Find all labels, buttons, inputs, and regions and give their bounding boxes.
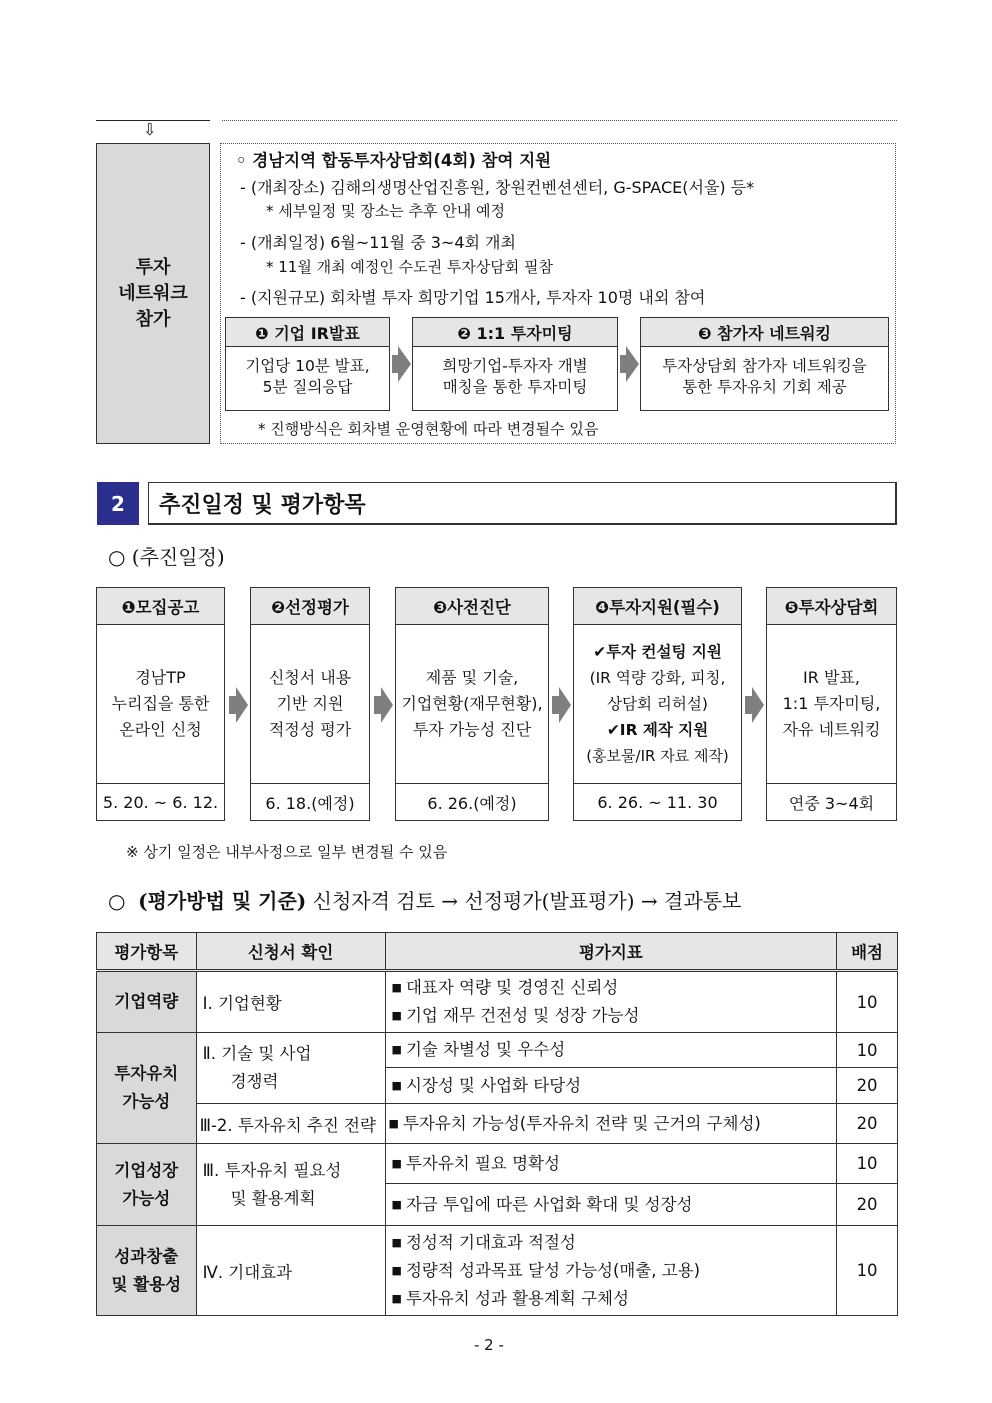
category-label-box: [96, 143, 210, 444]
indicator-cell: ■ 투자유치 가능성(투자유치 전략 및 근거의 구체성): [385, 1104, 837, 1144]
arrow-right-icon: [745, 696, 752, 714]
arrow-right-icon: [559, 687, 571, 723]
table-row: [97, 1033, 898, 1068]
label-line: 네트워크: [118, 282, 188, 304]
table-row: [97, 1226, 898, 1316]
arrow-right-icon: [236, 687, 248, 723]
table-header-row: [97, 933, 898, 971]
label-line: 참가: [135, 308, 171, 330]
step-body: 투자상담회 참가자 네트워킹을 통한 투자유치 기회 제공: [662, 357, 867, 396]
category-cell: 기업성장 가능성: [97, 1144, 197, 1226]
schedule-step-body: ✔투자 컨설팅 지원 (IR 역량 강화, 피칭, 상담회 리허설) ✔IR 제작 지원 (홍보물/IR 자료 제작): [574, 625, 741, 784]
header-cell: 평가항목: [97, 933, 197, 971]
evaluation-heading: ○ (평가방법 및 기준) 신청자격 검토 → 선정평가(발표평가) → 결과통보: [108, 889, 742, 913]
indicator-cell: ■ 기술 차별성 및 우수성: [385, 1033, 837, 1068]
table-row: [97, 1104, 898, 1144]
schedule-step-body: IR 발표, 1:1 투자미팅, 자유 네트워킹: [767, 625, 896, 784]
schedule-step-date: 5. 20. ~ 6. 12.: [102, 792, 219, 812]
content-note: * 세부일정 및 장소는 추후 안내 예정: [266, 202, 505, 220]
schedule-step-body: 제품 및 기술, 기업현황(재무현황), 투자 가능성 진단: [396, 625, 548, 784]
check-cell: Ⅲ-2. 투자유치 추진 전략: [196, 1104, 385, 1144]
indicator-cell: ■ 투자유치 필요 명확성: [385, 1144, 837, 1184]
arrow-right-icon: [374, 696, 381, 714]
dotted-divider: [222, 120, 897, 121]
table-row: [97, 971, 898, 1033]
evaluation-table: [96, 932, 898, 1316]
process-step: [412, 317, 618, 411]
process-note: * 진행방식은 회차별 운영현황에 따라 변경될수 있음: [258, 420, 599, 438]
indicator-cell: ■ 대표자 역량 및 경영진 신뢰성 ■ 기업 재무 건전성 및 성장 가능성: [385, 971, 837, 1033]
schedule-step-title: ❹투자지원(필수): [574, 588, 741, 625]
step-title: ❶ 기업 IR발표: [226, 318, 389, 347]
category-cell: 기업역량: [97, 971, 197, 1033]
step-title: ❷ 1:1 투자미팅: [413, 318, 617, 347]
schedule-step-date: 연중 3~4회: [788, 793, 875, 813]
schedule-step-title: ❷선정평가: [251, 588, 369, 625]
check-cell: Ⅱ. 기술 및 사업 경쟁력: [196, 1033, 385, 1104]
arrow-right-icon: [398, 346, 411, 382]
check-cell: Ⅳ. 기대효과: [196, 1226, 385, 1316]
content-note: * 11월 개최 예정인 수도권 투자상담회 필참: [266, 258, 554, 276]
header-cell: 신청서 확인: [196, 933, 385, 971]
schedule-step: [250, 587, 370, 821]
indicator-cell: ■ 시장성 및 사업화 타당성: [385, 1068, 837, 1104]
process-step: [640, 317, 889, 411]
step-body: 희망기업-투자자 개별 매칭을 통한 투자미팅: [442, 357, 588, 396]
schedule-step-title: ❺투자상담회: [767, 588, 896, 625]
section-title: 추진일정 및 평가항목: [148, 482, 897, 525]
arrow-right-icon: [752, 687, 764, 723]
table-row: [97, 1144, 898, 1184]
process-step: [225, 317, 390, 411]
schedule-step: [766, 587, 897, 821]
header-cell: 평가지표: [385, 933, 837, 971]
content-line: - (지원규모) 회차별 투자 희망기업 15개사, 투자자 10명 내외 참여: [240, 288, 706, 307]
schedule-step: [573, 587, 742, 821]
indicator-cell: ■ 자금 투입에 따른 사업화 확대 및 성장성: [385, 1184, 837, 1226]
step-body: 기업당 10분 발표, 5분 질의응답: [245, 357, 370, 396]
score-cell: 20: [837, 1104, 898, 1144]
score-cell: 10: [837, 971, 898, 1033]
category-cell: 투자유치 가능성: [97, 1033, 197, 1144]
page-number: - 2 -: [474, 1336, 504, 1354]
schedule-step-body: 신청서 내용 기반 지원 적정성 평가: [251, 625, 369, 784]
schedule-step-date: 6. 26.(예정): [427, 793, 517, 813]
content-line: - (개최장소) 김해의생명산업진흥원, 창원컨벤션센터, G-SPACE(서울) 등*: [240, 178, 755, 197]
indicator-cell: ■ 정성적 기대효과 적절성 ■ 정량적 성과목표 달성 가능성(매출, 고용) ■ 투자유치 성과 활용계획 구체성: [385, 1226, 837, 1316]
arrow-right-icon: [552, 696, 559, 714]
schedule-step: [395, 587, 549, 821]
schedule-step-title: ❸사전진단: [396, 588, 548, 625]
score-cell: 10: [837, 1226, 898, 1316]
score-cell: 10: [837, 1033, 898, 1068]
schedule-step-date: 6. 26. ~ 11. 30: [597, 792, 718, 812]
score-cell: 20: [837, 1068, 898, 1104]
header-cell: 배점: [837, 933, 898, 971]
arrow-right-icon: [626, 346, 639, 382]
check-cell: Ⅰ. 기업현황: [196, 971, 385, 1033]
category-cell: 성과창출 및 활용성: [97, 1226, 197, 1316]
arrow-right-icon: [381, 687, 393, 723]
schedule-heading: ○ (추진일정): [108, 545, 225, 569]
schedule-step: [96, 587, 225, 821]
schedule-step-title: ❶모집공고: [97, 588, 224, 625]
content-heading: ◦ 경남지역 합동투자상담회(4회) 참여 지원: [236, 151, 552, 170]
check-cell: Ⅲ. 투자유치 필요성 및 활용계획: [196, 1144, 385, 1226]
content-line: - (개최일정) 6월~11월 중 3~4회 개최: [240, 233, 516, 252]
label-line: 투자: [135, 256, 171, 278]
schedule-step-body: 경남TP 누리집을 통한 온라인 신청: [97, 625, 224, 784]
down-arrow-icon: ⇩: [143, 120, 157, 139]
section-number: 2: [97, 482, 139, 525]
arrow-right-icon: [229, 696, 236, 714]
step-title: ❸ 참가자 네트워킹: [641, 318, 888, 347]
score-cell: 20: [837, 1184, 898, 1226]
score-cell: 10: [837, 1144, 898, 1184]
schedule-step-date: 6. 18.(예정): [265, 793, 355, 813]
schedule-note: ※ 상기 일정은 내부사정으로 일부 변경될 수 있음: [126, 843, 448, 861]
